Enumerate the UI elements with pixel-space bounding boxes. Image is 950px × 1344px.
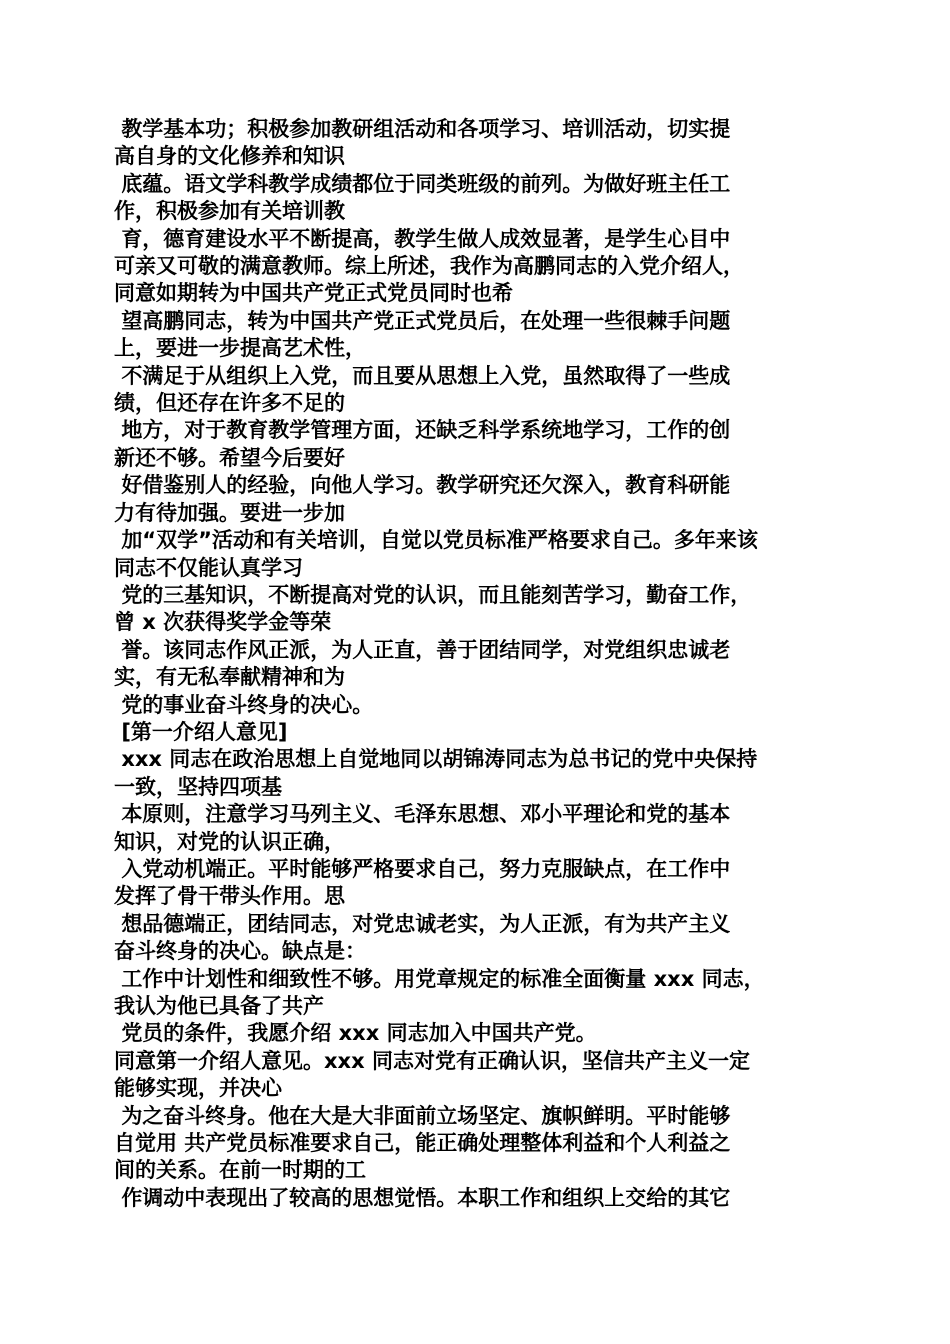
paragraph xyxy=(114,472,838,527)
paragraph xyxy=(114,116,838,171)
text-line: 绩，但还存在许多不足的 xyxy=(114,391,345,416)
document-body xyxy=(114,116,838,1212)
text-line: 间的关系。在前一时期的工 xyxy=(114,1158,366,1183)
text-line: 新还不够。希望今后要好 xyxy=(114,445,345,470)
paragraph xyxy=(114,1103,838,1185)
text-line: 党的事业奋斗终身的决心。 xyxy=(114,692,374,717)
text-line: 党员的条件，我愿介绍 xxx 同志加入中国共产党。 xyxy=(114,1021,597,1046)
paragraph xyxy=(114,719,838,746)
text-line: 教学基本功；积极参加教研组活动和各项学习、培训活动，切实提 xyxy=(114,117,731,141)
paragraph xyxy=(114,226,838,308)
paragraph xyxy=(114,582,838,637)
paragraph xyxy=(114,171,838,226)
paragraph xyxy=(114,417,838,472)
text-line: 高自身的文化修养和知识 xyxy=(114,144,345,169)
paragraph xyxy=(114,637,838,692)
text-line: 知识，对党的认识正确， xyxy=(114,829,345,854)
text-line: 力有待加强。要进一步加 xyxy=(114,500,345,525)
paragraph xyxy=(114,966,838,1021)
text-line: 作调动中表现出了较高的思想觉悟。本职工作和组织上交给的其它 xyxy=(114,1185,731,1210)
text-line: 我认为他已具备了共产 xyxy=(114,994,324,1018)
text-line: 工作中计划性和细致性不够。用党章规定的标准全面衡量 xxx 同志， xyxy=(114,966,765,991)
text-line: 一致，坚持四项基 xyxy=(114,774,282,799)
paragraph xyxy=(114,308,838,363)
paragraph xyxy=(114,856,838,911)
text-line: 本原则，注意学习马列主义、毛泽东思想、邓小平理论和党的基本 xyxy=(114,802,731,827)
paragraph xyxy=(114,692,838,719)
text-line: 奋斗终身的决心。缺点是： xyxy=(114,939,366,964)
paragraph xyxy=(114,911,838,966)
text-line: 地方，对于教育教学管理方面，还缺乏科学系统地学习，工作的创 xyxy=(114,418,731,443)
text-line: 为之奋斗终身。他在大是大非面前立场坚定、旗帜鲜明。平时能够 xyxy=(114,1103,731,1128)
text-line: 实，有无私奉献精神和为 xyxy=(114,665,345,690)
text-line: 自觉用 共产党员标准要求自己，能正确处理整体利益和个人利益之 xyxy=(114,1131,731,1156)
text-line: 作，积极参加有关培训教 xyxy=(114,199,345,224)
paragraph xyxy=(114,527,838,582)
text-line: 加“双学”活动和有关培训，自觉以党员标准严格要求自己。多年来该 xyxy=(114,528,758,553)
text-line: 党的三基知识，不断提高对党的认识，而且能刻苦学习，勤奋工作， xyxy=(114,582,752,607)
text-line: 同志不仅能认真学习 xyxy=(114,555,303,580)
text-line: 好借鉴别人的经验，向他人学习。教学研究还欠深入，教育科研能 xyxy=(114,473,731,498)
text-line: 能够实现，并决心 xyxy=(114,1076,282,1101)
text-line: 不满足于从组织上入党，而且要从思想上入党，虽然取得了一些成 xyxy=(114,363,731,388)
paragraph xyxy=(114,746,838,801)
text-line: [第一介绍人意见] xyxy=(114,719,288,744)
text-line: 发挥了骨干带头作用。思 xyxy=(114,884,345,909)
text-line: 入党动机端正。平时能够严格要求自己，努力克服缺点，在工作中 xyxy=(114,856,731,881)
text-line: 底蕴。语文学科教学成绩都位于同类班级的前列。为做好班主任工 xyxy=(114,171,731,196)
text-line: 同意如期转为中国共产党正式党员同时也希 xyxy=(114,281,513,306)
text-line: 想品德端正，团结同志，对党忠诚老实，为人正派，有为共产主义 xyxy=(114,911,731,936)
text-line: 望高鹏同志，转为中国共产党正式党员后，在处理一些很棘手问题 xyxy=(114,308,731,333)
paragraph xyxy=(114,363,838,418)
paragraph xyxy=(114,1048,838,1103)
paragraph xyxy=(114,1185,838,1212)
text-line: 誉。该同志作风正派，为人正直，善于团结同学，对党组织忠诚老 xyxy=(114,637,731,662)
text-line: xxx 同志在政治思想上自觉地同以胡锦涛同志为总书记的党中央保持 xyxy=(114,747,758,772)
text-line: 可亲又可敬的满意教师。综上所述，我作为高鹏同志的入党介绍人， xyxy=(114,254,744,279)
paragraph xyxy=(114,1020,838,1047)
text-line: 同意第一介绍人意见。xxx 同志对党有正确认识，坚信共产主义一定 xyxy=(114,1048,750,1073)
paragraph xyxy=(114,801,838,856)
text-line: 育，德育建设水平不断提高，教学生做人成效显著，是学生心目中 xyxy=(114,226,731,251)
text-line: 曾 x 次获得奖学金等荣 xyxy=(114,610,332,635)
text-line: 上，要进一步提高艺术性， xyxy=(114,336,366,361)
